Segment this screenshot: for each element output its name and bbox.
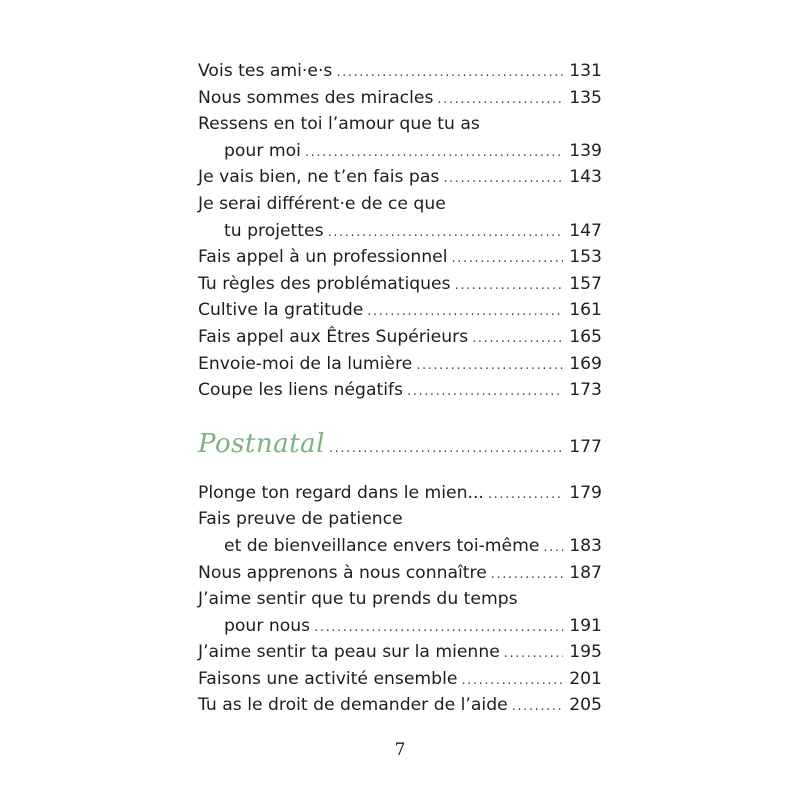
toc-entry-title: tu projettes bbox=[224, 220, 324, 241]
table-of-contents bbox=[198, 58, 602, 719]
toc-entry-page: 135 bbox=[569, 87, 602, 108]
toc-entry-title: Fais appel à un professionnel bbox=[198, 247, 448, 268]
toc-entry-first-line bbox=[198, 506, 602, 533]
toc-entry-title: Coupe les liens négatifs bbox=[198, 380, 403, 401]
toc-entry bbox=[198, 692, 602, 719]
toc-entry-continuation bbox=[198, 138, 602, 165]
toc-entry-title: et de bienveillance envers toi-même bbox=[224, 535, 540, 556]
toc-entry-title: Nous apprenons à nous connaître bbox=[198, 562, 487, 583]
toc-entry-title: Tu as le droit de demander de l’aide bbox=[198, 695, 508, 716]
toc-entry-title: Nous sommes des miracles bbox=[198, 87, 434, 108]
dot-leader bbox=[455, 279, 564, 292]
dot-leader bbox=[367, 305, 563, 318]
toc-entry bbox=[198, 480, 602, 507]
toc-entry-title: Fais appel aux Êtres Supérieurs bbox=[198, 326, 469, 347]
toc-entry-page: 183 bbox=[569, 535, 602, 556]
dot-leader bbox=[407, 385, 563, 398]
dot-leader bbox=[512, 700, 563, 713]
toc-entry bbox=[198, 351, 602, 378]
toc-entry-page: 191 bbox=[569, 615, 602, 636]
dot-leader bbox=[504, 647, 563, 660]
toc-entry-page: 201 bbox=[569, 668, 602, 689]
toc-entry bbox=[198, 85, 602, 112]
toc-entry-title: Ressens en toi l’amour que tu as bbox=[198, 114, 480, 135]
toc-entry bbox=[198, 58, 602, 85]
toc-entry bbox=[198, 271, 602, 298]
toc-entry-page: 169 bbox=[569, 353, 602, 374]
toc-entry-title: Fais preuve de patience bbox=[198, 509, 403, 530]
toc-entry bbox=[198, 666, 602, 693]
toc-entry-title: Faisons une activité ensemble bbox=[198, 668, 458, 689]
toc-entry-first-line bbox=[198, 111, 602, 138]
toc-entry-page: 153 bbox=[569, 247, 602, 268]
toc-entry-page: 161 bbox=[569, 300, 602, 321]
toc-entry bbox=[198, 297, 602, 324]
dot-leader bbox=[488, 488, 563, 501]
toc-entry-continuation bbox=[198, 533, 602, 560]
toc-entry-page: 143 bbox=[569, 167, 602, 188]
toc-entry-page: 187 bbox=[569, 562, 602, 583]
toc-entry-title: pour nous bbox=[224, 615, 311, 636]
toc-entry-title: Envoie-moi de la lumière bbox=[198, 353, 413, 374]
dot-leader bbox=[329, 442, 563, 455]
toc-entry-page: 205 bbox=[569, 695, 602, 716]
page-number: 7 bbox=[394, 740, 406, 760]
dot-leader bbox=[491, 568, 563, 581]
toc-entry-page: 165 bbox=[569, 326, 602, 347]
dot-leader bbox=[305, 146, 563, 159]
toc-entry-title: Plonge ton regard dans le mien... bbox=[198, 482, 484, 503]
toc-entry-title: J’aime sentir ta peau sur la mienne bbox=[198, 642, 500, 663]
toc-entry-title: Vois tes ami·e·s bbox=[198, 61, 333, 81]
toc-entry-continuation bbox=[198, 613, 602, 640]
toc-entry-first-line bbox=[198, 586, 602, 613]
dot-leader bbox=[461, 674, 563, 687]
toc-entry bbox=[198, 164, 602, 191]
toc-entry bbox=[198, 639, 602, 666]
toc-entry-page: 147 bbox=[569, 220, 602, 241]
section-title: Postnatal bbox=[198, 428, 325, 459]
toc-entry-title: Cultive la gratitude bbox=[198, 300, 364, 321]
dot-leader bbox=[328, 226, 564, 239]
toc-section-heading bbox=[198, 424, 602, 464]
dot-leader bbox=[437, 93, 563, 106]
toc-entry-page: 195 bbox=[569, 642, 602, 663]
dot-leader bbox=[543, 541, 563, 554]
dot-leader bbox=[443, 172, 563, 185]
toc-entry bbox=[198, 324, 602, 351]
toc-entry-page: 173 bbox=[569, 380, 602, 401]
toc-entry-continuation bbox=[198, 218, 602, 245]
toc-entry bbox=[198, 560, 602, 587]
toc-entry-page: 131 bbox=[569, 61, 602, 81]
toc-entry-page: 157 bbox=[569, 273, 602, 294]
toc-entry-first-line bbox=[198, 191, 602, 218]
toc-entry bbox=[198, 244, 602, 271]
toc-entry-title: Je vais bien, ne t’en fais pas bbox=[198, 167, 440, 188]
toc-entry-page: 179 bbox=[569, 482, 602, 503]
section-page: 177 bbox=[569, 436, 602, 457]
toc-entry-title: Tu règles des problématiques bbox=[198, 273, 451, 294]
dot-leader bbox=[336, 66, 563, 79]
dot-leader bbox=[452, 252, 564, 265]
toc-entry-page: 139 bbox=[569, 140, 602, 161]
dot-leader bbox=[314, 621, 563, 634]
toc-entry-title: J’aime sentir que tu prends du temps bbox=[198, 589, 518, 610]
toc-entry-title: Je serai différent·e de ce que bbox=[198, 193, 446, 214]
dot-leader bbox=[416, 359, 563, 372]
toc-entry bbox=[198, 377, 602, 404]
dot-leader bbox=[472, 332, 563, 345]
toc-entry-title: pour moi bbox=[224, 140, 301, 161]
